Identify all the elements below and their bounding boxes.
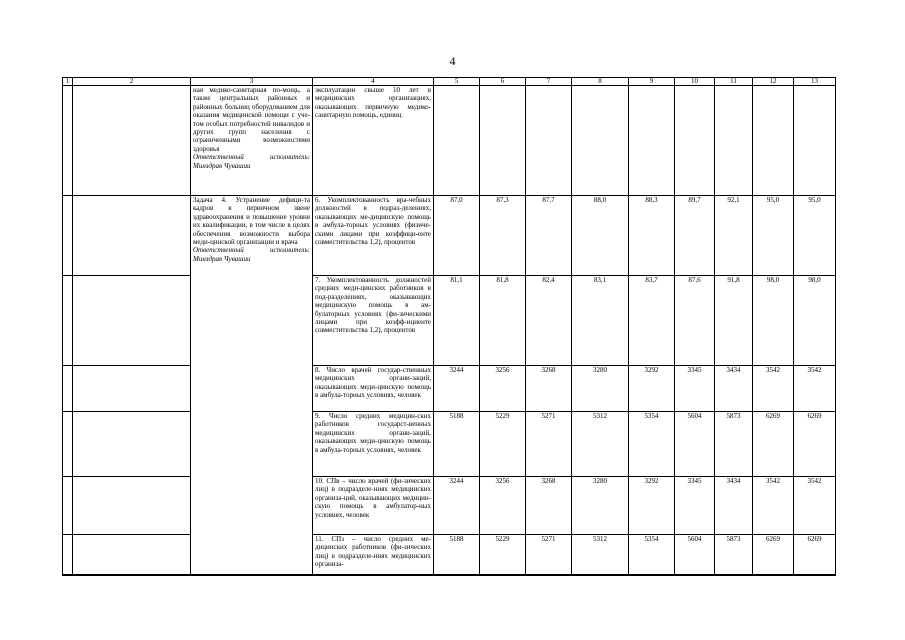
indicators-table [62, 77, 836, 575]
value-cell: 5312 [572, 535, 629, 575]
value-cell: 3292 [629, 477, 675, 535]
value-cell: 5188 [434, 535, 480, 575]
value-cell: 87,0 [434, 196, 480, 276]
value-cell: 87,3 [480, 196, 526, 276]
table-row [63, 196, 836, 276]
value-cell: 91,8 [715, 276, 753, 366]
empty-cell [63, 366, 73, 412]
value-cell: 3256 [480, 477, 526, 535]
continuation-row [63, 86, 836, 196]
measure-text: ная медико-санитарная по-мощь, а также центральных районных и районных больниц оборудованием для оказания медицинской помощи с уче-том особых потребностей инвалидов и других групп населения с ограниченными возможностями здоровья [193, 86, 310, 153]
header-cell: 1 [63, 78, 73, 86]
value-cell: 3345 [675, 366, 715, 412]
value-cell: 98,0 [794, 276, 836, 366]
indicator-cell: 6. Укомплектованность вра-чебных должностей в подраз-делениях, оказывающих ме-дицинскую помощь в амбула-торных условиях (физиче-скими лицами при коэффици-енте совместительства 1,2), процентов [313, 196, 434, 276]
empty-cell [73, 477, 191, 535]
empty-cell [73, 86, 191, 196]
value-cell: 81,1 [434, 276, 480, 366]
empty-cell [572, 86, 629, 196]
value-cell: 6269 [753, 412, 794, 477]
header-cell: 5 [434, 78, 480, 86]
empty-cell [480, 86, 526, 196]
value-cell: 6269 [794, 535, 836, 575]
task-cell [191, 196, 313, 575]
value-cell: 95,0 [794, 196, 836, 276]
header-cell: 9 [629, 78, 675, 86]
value-cell: 3280 [572, 366, 629, 412]
header-row [63, 78, 836, 86]
value-cell: 88,0 [572, 196, 629, 276]
table-bottom-rule [62, 575, 836, 576]
value-cell: 5873 [715, 535, 753, 575]
value-cell: 87,7 [526, 196, 572, 276]
table-row [63, 535, 836, 575]
header-cell: 11 [715, 78, 753, 86]
value-cell: 5271 [526, 412, 572, 477]
value-cell: 81,8 [480, 276, 526, 366]
value-cell: 3542 [753, 477, 794, 535]
table-row [63, 366, 836, 412]
value-cell: 3434 [715, 477, 753, 535]
value-cell: 3256 [480, 366, 526, 412]
value-cell: 5188 [434, 412, 480, 477]
header-cell: 6 [480, 78, 526, 86]
value-cell: 5354 [629, 535, 675, 575]
header-cell: 13 [794, 78, 836, 86]
value-cell: 5604 [675, 535, 715, 575]
empty-cell [794, 86, 836, 196]
header-cell: 2 [73, 78, 191, 86]
empty-cell [675, 86, 715, 196]
value-cell: 3345 [675, 477, 715, 535]
empty-cell [753, 86, 794, 196]
empty-cell [73, 366, 191, 412]
value-cell: 82,4 [526, 276, 572, 366]
value-cell: 3542 [794, 366, 836, 412]
value-cell: 3268 [526, 366, 572, 412]
value-cell: 88,3 [629, 196, 675, 276]
empty-cell [73, 412, 191, 477]
indicator-cell: 7. Укомплектованность должностей средних меди-цинских работников в под-разделениях, оказывающих медицинскую помощь в ам-булаторных условиях (фи-зическими лицами при коэфф-ициенте совместительства 1,2), процентов [313, 276, 434, 366]
value-cell: 5354 [629, 412, 675, 477]
header-cell: 12 [753, 78, 794, 86]
value-cell: 5229 [480, 412, 526, 477]
empty-cell [73, 535, 191, 575]
indicator-cell: 10. СПв – число врачей (фи-зических лиц) в подразделе-ниях медицинских организа-ций, оказывающих медицин-скую помощь в амбулатор-ных условиях, человек [313, 477, 434, 535]
header-cell: 7 [526, 78, 572, 86]
empty-cell [73, 276, 191, 366]
table-row [63, 276, 836, 366]
indicator-cell: 9. Число средних медицин-ских работников государст-венных медицинских органи-заций, оказывающих меди-цинскую помощь в амбула-торных условиях, человек [313, 412, 434, 477]
value-cell: 83,1 [572, 276, 629, 366]
value-cell: 5873 [715, 412, 753, 477]
header-cell: 3 [191, 78, 313, 86]
indicator-cell: 11. СПз – число средних ме-дицинских работников (фи-зических лиц) в подразделе-ниях медицинских организа- [313, 535, 434, 575]
header-cell: 4 [313, 78, 434, 86]
value-cell: 3434 [715, 366, 753, 412]
value-cell: 5604 [675, 412, 715, 477]
value-cell: 89,7 [675, 196, 715, 276]
value-cell: 83,7 [629, 276, 675, 366]
value-cell: 87,6 [675, 276, 715, 366]
task-text: Задача 4. Устранение дефици-та кадров в первичном звене здравоохранения и повышение уровня их квалификации, в том числе в целях обеспечения возможности выбора меди-цинской организации и врача [193, 196, 310, 247]
empty-cell [434, 86, 480, 196]
empty-cell [63, 196, 73, 276]
empty-cell [63, 535, 73, 575]
value-cell: 92,1 [715, 196, 753, 276]
value-cell: 5312 [572, 412, 629, 477]
empty-cell [526, 86, 572, 196]
empty-cell [629, 86, 675, 196]
value-cell: 3280 [572, 477, 629, 535]
header-cell: 10 [675, 78, 715, 86]
value-cell: 5271 [526, 535, 572, 575]
header-cell: 8 [572, 78, 629, 86]
responsible-executor: Ответственный исполнитель: Минздрав Чувашии [193, 153, 310, 170]
value-cell: 3244 [434, 366, 480, 412]
value-cell: 3542 [753, 366, 794, 412]
value-cell: 95,0 [753, 196, 794, 276]
measure-cell [191, 86, 313, 196]
value-cell: 3542 [794, 477, 836, 535]
empty-cell [63, 276, 73, 366]
indicator-cell: 8. Число врачей государ-ственных медицинских органи-заций, оказывающих меди-цинскую помощь в амбула-торных условиях, человек [313, 366, 434, 412]
value-cell: 3292 [629, 366, 675, 412]
value-cell: 3268 [526, 477, 572, 535]
table-row [63, 477, 836, 535]
value-cell: 5229 [480, 535, 526, 575]
empty-cell [63, 477, 73, 535]
value-cell: 6269 [794, 412, 836, 477]
empty-cell [73, 196, 191, 276]
value-cell: 3244 [434, 477, 480, 535]
empty-cell [63, 86, 73, 196]
responsible-executor: Ответственный исполнитель: Минздрав Чувашии [193, 246, 310, 263]
page-number: 4 [449, 54, 456, 68]
empty-cell [715, 86, 753, 196]
empty-cell [63, 412, 73, 477]
indicator-cell: эксплуатации свыше 10 лет в медицинских организациях, оказывающих первичную медико-санитарную помощь, единиц [313, 86, 434, 196]
table-row [63, 412, 836, 477]
value-cell: 98,0 [753, 276, 794, 366]
value-cell: 6269 [753, 535, 794, 575]
